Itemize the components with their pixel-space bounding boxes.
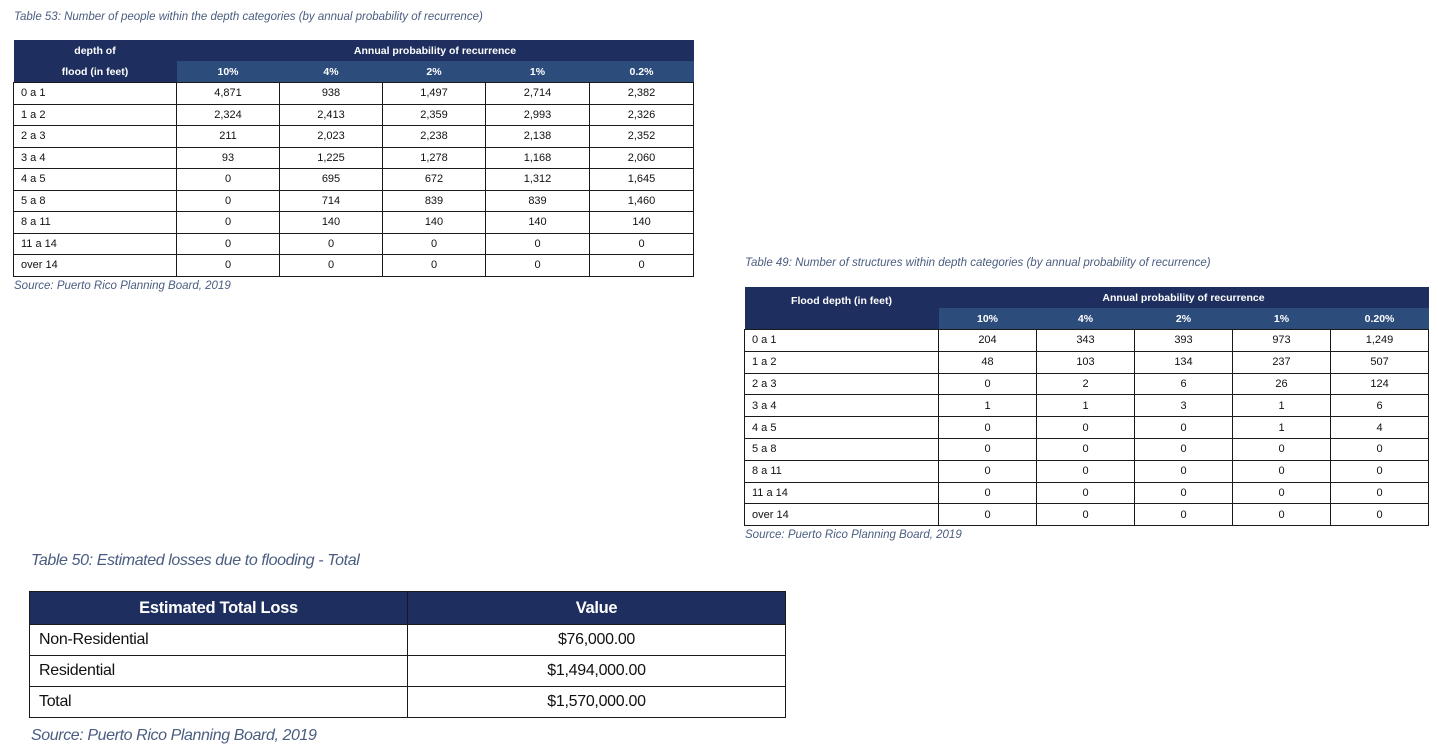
depth-label: 8 a 11 [14,212,177,234]
cell-value: 0 [486,255,590,277]
cell-value: 1 [1037,395,1135,417]
cell-value: 0 [1233,504,1331,526]
cell-value: 26 [1233,373,1331,395]
cell-value: 0 [1037,438,1135,460]
loss-value: $1,494,000.00 [408,656,786,687]
cell-value: 211 [177,126,280,148]
people-depth-table [13,40,694,277]
cell-value: 2,352 [590,126,694,148]
cell-value: 0 [177,169,280,191]
loss-value: $1,570,000.00 [408,687,786,718]
cell-value: 1 [1233,417,1331,439]
cell-value: 0 [939,482,1037,504]
cell-value: 6 [1331,395,1429,417]
cell-value: 2,138 [486,126,590,148]
table-49-source: Source: Puerto Rico Planning Board, 2019 [745,529,962,541]
cell-value: 695 [280,169,383,191]
cell-value: 103 [1037,351,1135,373]
cell-value: 0 [486,233,590,255]
depth-label: 11 a 14 [745,482,939,504]
loss-value: $76,000.00 [408,625,786,656]
cell-value: 672 [383,169,486,191]
column-header: 0.20% [1331,308,1429,330]
table-row [745,417,1429,439]
cell-value: 140 [383,212,486,234]
depth-label: 8 a 11 [745,460,939,482]
cell-value: 134 [1135,351,1233,373]
cell-value: 0 [1331,460,1429,482]
cell-value: 2,060 [590,147,694,169]
cell-value: 0 [280,233,383,255]
cell-value: 0 [177,212,280,234]
cell-value: 1 [939,395,1037,417]
cell-value: 0 [1331,438,1429,460]
cell-value: 839 [486,190,590,212]
table-row [30,656,786,687]
depth-label: 4 a 5 [745,417,939,439]
cell-value: 1,278 [383,147,486,169]
depth-label: 3 a 4 [14,147,177,169]
cell-value: 0 [590,255,694,277]
cell-value: 4,871 [177,83,280,105]
depth-label: 11 a 14 [14,233,177,255]
structures-depth-table [744,287,1429,526]
cell-value: 714 [280,190,383,212]
table-row [745,460,1429,482]
cell-value: 393 [1135,330,1233,352]
cell-value: 1,312 [486,169,590,191]
cell-value: 0 [939,417,1037,439]
table-row [745,482,1429,504]
cell-value: 93 [177,147,280,169]
cell-value: 2,382 [590,83,694,105]
depth-label: over 14 [14,255,177,277]
cell-value: 0 [1135,460,1233,482]
cell-value: 124 [1331,373,1429,395]
cell-value: 2,714 [486,83,590,105]
depth-label: 0 a 1 [14,83,177,105]
cell-value: 0 [1037,504,1135,526]
loss-header: Estimated Total Loss [30,592,408,625]
cell-value: 0 [939,504,1037,526]
table-50-caption: Table 50: Estimated losses due to flooding - Total [31,552,360,569]
cell-value: 2,238 [383,126,486,148]
table-row [30,687,786,718]
cell-value: 0 [1233,460,1331,482]
cell-value: 1,249 [1331,330,1429,352]
depth-label: 4 a 5 [14,169,177,191]
loss-category: Total [30,687,408,718]
cell-value: 0 [939,373,1037,395]
table-row [30,625,786,656]
cell-value: 0 [1233,438,1331,460]
cell-value: 507 [1331,351,1429,373]
cell-value: 2,359 [383,104,486,126]
column-header: 1% [1233,308,1331,330]
table-row [14,212,694,234]
cell-value: 0 [1331,482,1429,504]
cell-value: 0 [939,460,1037,482]
cell-value: 6 [1135,373,1233,395]
row-header: Flood depth (in feet) [745,287,939,330]
column-header: 1% [486,61,590,83]
cell-value: 4 [1331,417,1429,439]
cell-value: 48 [939,351,1037,373]
column-header: 10% [939,308,1037,330]
table-row [745,373,1429,395]
table-row [745,351,1429,373]
table-row [745,504,1429,526]
loss-category: Residential [30,656,408,687]
column-header: 2% [1135,308,1233,330]
table-row [14,126,694,148]
cell-value: 2,993 [486,104,590,126]
depth-label: over 14 [745,504,939,526]
table-row [745,438,1429,460]
cell-value: 0 [280,255,383,277]
depth-label: 5 a 8 [745,438,939,460]
depth-label: 2 a 3 [745,373,939,395]
table-49-caption: Table 49: Number of structures within depth categories (by annual probability of recurrence) [745,257,1211,269]
depth-label: 2 a 3 [14,126,177,148]
table-row [745,395,1429,417]
cell-value: 0 [1135,504,1233,526]
cell-value: 973 [1233,330,1331,352]
depth-label: 5 a 8 [14,190,177,212]
cell-value: 0 [177,255,280,277]
cell-value: 1 [1233,395,1331,417]
cell-value: 1,497 [383,83,486,105]
table-53-caption: Table 53: Number of people within the depth categories (by annual probability of recurrence) [14,11,483,23]
loss-category: Non-Residential [30,625,408,656]
estimated-losses-table [29,591,786,718]
depth-label: 1 a 2 [14,104,177,126]
group-header: Annual probability of recurrence [939,287,1429,308]
cell-value: 0 [383,233,486,255]
cell-value: 1,460 [590,190,694,212]
cell-value: 2,413 [280,104,383,126]
table-row [14,233,694,255]
column-header: 2% [383,61,486,83]
cell-value: 0 [1331,504,1429,526]
column-header: 4% [280,61,383,83]
cell-value: 1,225 [280,147,383,169]
cell-value: 0 [1233,482,1331,504]
cell-value: 0 [1037,417,1135,439]
cell-value: 0 [1135,417,1233,439]
cell-value: 2,326 [590,104,694,126]
cell-value: 0 [177,190,280,212]
cell-value: 204 [939,330,1037,352]
group-header: Annual probability of recurrence [177,40,694,61]
cell-value: 0 [177,233,280,255]
cell-value: 0 [1037,482,1135,504]
value-header: Value [408,592,786,625]
cell-value: 140 [590,212,694,234]
cell-value: 140 [280,212,383,234]
table-53-source: Source: Puerto Rico Planning Board, 2019 [14,280,231,292]
column-header: 0.2% [590,61,694,83]
table-50-source: Source: Puerto Rico Planning Board, 2019 [31,727,317,744]
cell-value: 938 [280,83,383,105]
cell-value: 0 [383,255,486,277]
table-row [14,104,694,126]
table-row [14,255,694,277]
column-header: 4% [1037,308,1135,330]
cell-value: 237 [1233,351,1331,373]
depth-label: 3 a 4 [745,395,939,417]
cell-value: 0 [939,438,1037,460]
row-header-top: depth of [14,40,177,61]
table-row [14,190,694,212]
cell-value: 2 [1037,373,1135,395]
depth-label: 1 a 2 [745,351,939,373]
cell-value: 2,023 [280,126,383,148]
cell-value: 2,324 [177,104,280,126]
cell-value: 0 [1037,460,1135,482]
cell-value: 839 [383,190,486,212]
cell-value: 0 [590,233,694,255]
cell-value: 140 [486,212,590,234]
table-row [14,169,694,191]
cell-value: 1,645 [590,169,694,191]
table-row [14,83,694,105]
depth-label: 0 a 1 [745,330,939,352]
column-header: 10% [177,61,280,83]
cell-value: 0 [1135,482,1233,504]
table-row [14,147,694,169]
row-header-bottom: flood (in feet) [14,61,177,83]
cell-value: 3 [1135,395,1233,417]
cell-value: 1,168 [486,147,590,169]
cell-value: 0 [1135,438,1233,460]
cell-value: 343 [1037,330,1135,352]
table-row [745,330,1429,352]
